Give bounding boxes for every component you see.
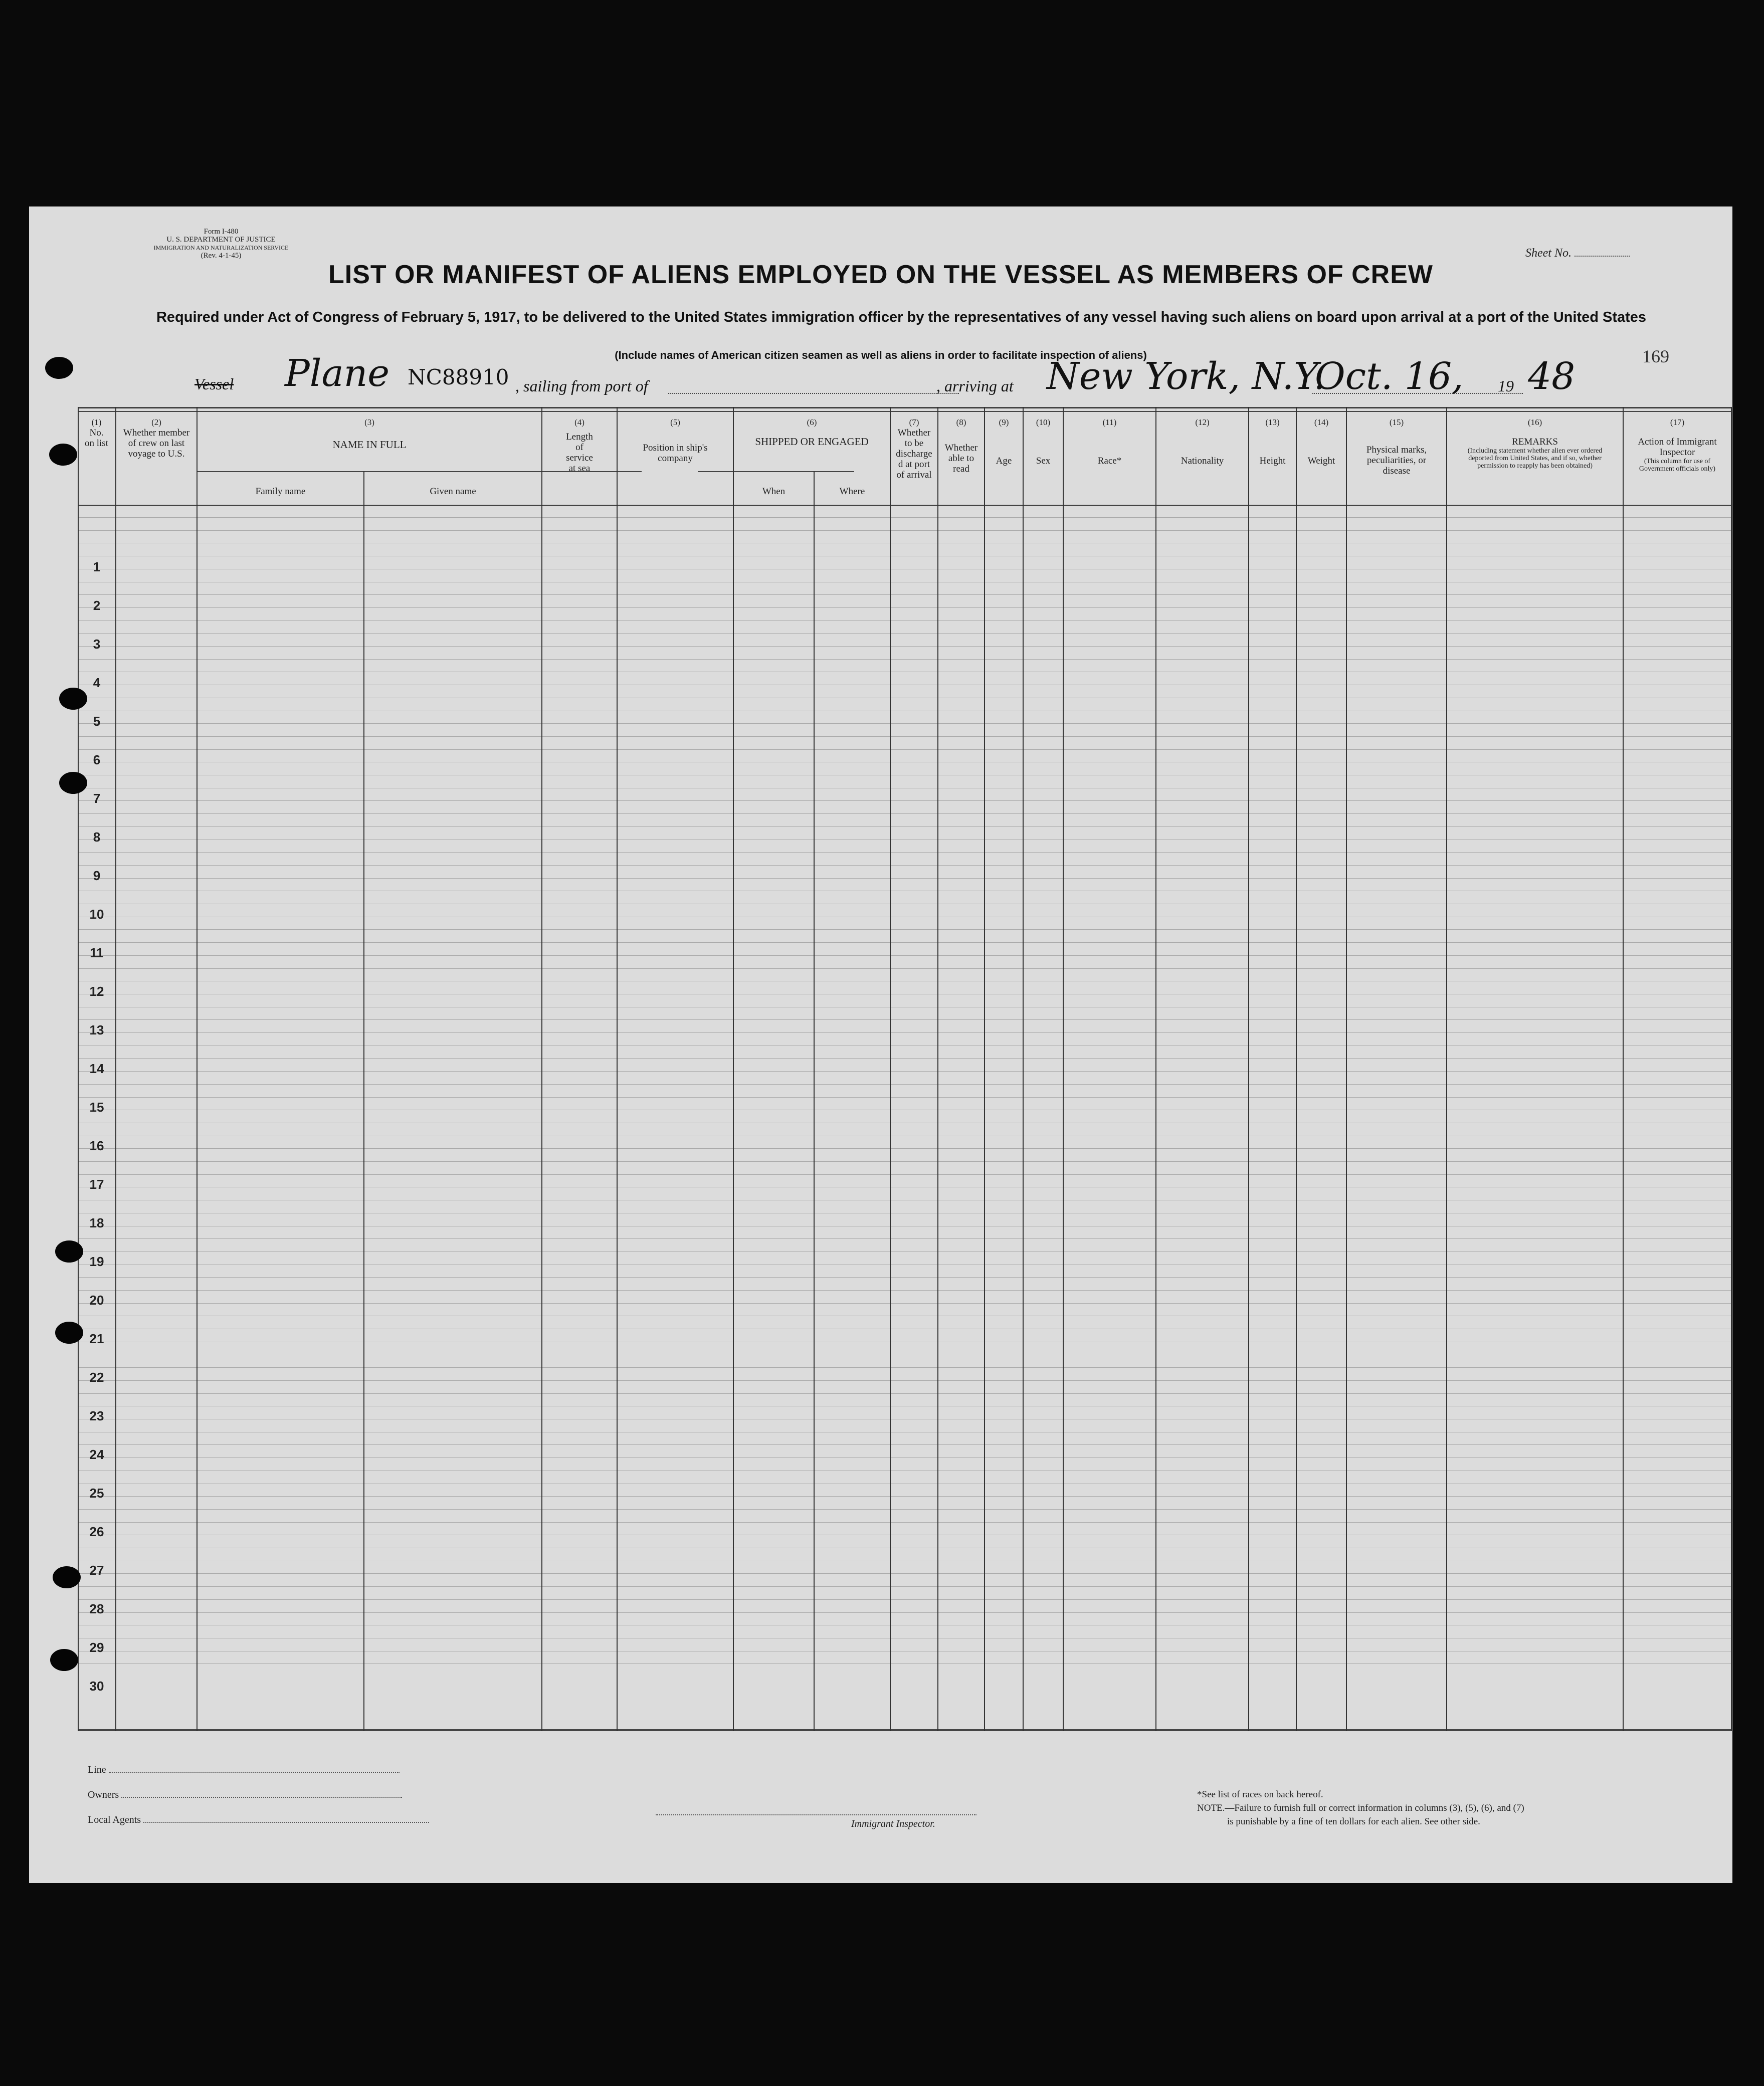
stamp-number: 169 — [1642, 346, 1669, 366]
row-rule — [78, 1367, 1732, 1368]
col-border-15 — [1446, 407, 1447, 1731]
row-rule — [78, 1612, 1732, 1613]
header-col-11-label: Race* — [1097, 456, 1122, 466]
row-number: 29 — [89, 1640, 104, 1655]
header-given-name: Given name — [430, 486, 476, 497]
penalty-note: NOTE.—Failure to furnish full or correct information in columns (3), (5), (6), and (7) — [1197, 1803, 1524, 1813]
footer-owners-label: Owners — [88, 1789, 119, 1800]
header-col-13-num: (13) — [1265, 418, 1280, 427]
header-col-14-num: (14) — [1314, 418, 1329, 427]
row-rule — [78, 1444, 1732, 1445]
punch-hole — [53, 1566, 81, 1588]
header-bottom-rule — [78, 505, 1732, 506]
header-col-6-num: (6) — [807, 418, 817, 427]
row-rule — [78, 620, 1732, 621]
row-rule — [78, 1084, 1732, 1085]
punch-hole — [59, 688, 87, 710]
row-rule — [78, 929, 1732, 930]
arriving-port-handwritten: New York, N.Y. — [1047, 355, 1326, 398]
header-col-1-num: (1) — [91, 418, 102, 427]
footer-line-label: Line — [88, 1764, 106, 1775]
header-col-17 — [1624, 417, 1731, 473]
registration-handwritten: NC88910 — [408, 365, 509, 389]
col-border-2 — [197, 407, 198, 1731]
row-rule — [78, 1251, 1732, 1252]
header-col-15 — [1347, 417, 1446, 476]
row-rule — [78, 1174, 1732, 1175]
row-number: 5 — [93, 714, 101, 729]
row-number: 30 — [89, 1679, 104, 1694]
row-rule — [78, 1663, 1732, 1664]
crew-table — [78, 407, 1732, 1731]
header-col-13-label: Height — [1259, 456, 1286, 466]
row-rule — [78, 607, 1732, 608]
punch-hole — [59, 772, 87, 794]
row-rule — [78, 1380, 1732, 1381]
header-col-10-label: Sex — [1036, 456, 1051, 466]
footer-agents — [88, 1814, 429, 1826]
col-border-right — [1731, 407, 1732, 1731]
inspector-label: Immigrant Inspector. — [851, 1818, 935, 1829]
punch-hole — [50, 1649, 78, 1671]
header-col-1 — [78, 417, 115, 449]
col-border-name-split — [363, 471, 364, 1731]
row-number: 13 — [89, 1022, 104, 1037]
sheet-number — [1525, 247, 1630, 260]
row-rule — [78, 633, 1732, 634]
form-identifier — [123, 228, 319, 260]
row-number: 9 — [93, 868, 101, 883]
punch-hole — [55, 1322, 83, 1344]
row-number: 23 — [89, 1408, 104, 1423]
footer-notes — [1197, 1788, 1524, 1828]
year-prefix: 19 — [1498, 377, 1514, 395]
date-handwritten: Oct. 16, — [1315, 355, 1464, 398]
vessel-label: Vessel — [194, 375, 234, 393]
service-name: IMMIGRATION AND NATURALIZATION SERVICE — [153, 244, 289, 251]
header-shipped-where: Where — [839, 486, 865, 497]
row-number: 17 — [89, 1177, 104, 1192]
header-col-12-label: Nationality — [1181, 456, 1224, 466]
row-number: 4 — [93, 675, 101, 690]
date-field[interactable] — [1312, 393, 1523, 394]
header-col-14-label: Weight — [1307, 456, 1335, 466]
department-name: U. S. DEPARTMENT OF JUSTICE — [166, 236, 276, 244]
row-number: 12 — [89, 984, 104, 999]
row-rule — [78, 1496, 1732, 1497]
row-number: 28 — [89, 1601, 104, 1616]
header-col-14 — [1297, 417, 1346, 466]
shipped-subheader-rule — [698, 471, 854, 472]
row-rule — [78, 878, 1732, 879]
header-col-3-num: (3) — [364, 418, 374, 427]
header-col-2-label: Whether member of crew on last voyage to U.S. — [123, 428, 190, 459]
punch-hole — [45, 357, 73, 379]
col-border-shipped-split — [814, 471, 815, 1731]
footer-line-field[interactable] — [109, 1772, 400, 1773]
row-rule — [78, 865, 1732, 866]
header-col-16-label: REMARKS — [1512, 437, 1558, 447]
row-rule — [78, 530, 1732, 531]
header-family-name: Family name — [255, 486, 306, 497]
row-number: 2 — [93, 598, 101, 613]
col-border-3 — [541, 407, 542, 1731]
header-col-1-label: No. on list — [85, 428, 108, 449]
header-col-4-num: (4) — [574, 418, 584, 427]
required-statement: Required under Act of Congress of February 5, 1917, to be delivered to the United States immigration officer by the representatives of any vessel having such aliens on board upon arrival at a port of the United States — [156, 309, 1647, 325]
row-rule — [78, 1238, 1732, 1239]
header-col-8-label: Whether able to read — [944, 443, 978, 474]
row-rule — [78, 646, 1732, 647]
header-col-4 — [542, 417, 617, 474]
row-rule — [78, 1393, 1732, 1394]
table-top-rule — [78, 407, 1732, 408]
col-border-10 — [1063, 407, 1064, 1731]
row-rule — [78, 1071, 1732, 1072]
footer-agents-field[interactable] — [143, 1822, 429, 1823]
row-rule — [78, 813, 1732, 814]
row-number: 16 — [89, 1138, 104, 1153]
sheet-number-field[interactable] — [1575, 256, 1630, 257]
form-number: Form I-480 — [204, 228, 239, 236]
header-col-7-label: Whether to be discharged at port of arrival — [896, 428, 932, 480]
header-col-10-num: (10) — [1036, 418, 1051, 427]
header-col-8 — [938, 417, 984, 474]
row-rule — [78, 1148, 1732, 1149]
row-rule — [78, 1573, 1732, 1574]
header-col-5-label: Position in ship's company — [643, 443, 708, 464]
punch-hole — [49, 444, 77, 466]
col-border-5 — [733, 407, 734, 1731]
col-border-left — [78, 407, 79, 1731]
row-number: 15 — [89, 1100, 104, 1115]
header-col-16 — [1447, 417, 1623, 470]
header-col-11 — [1064, 417, 1155, 466]
row-rule — [78, 594, 1732, 595]
penalty-note-cont: is punishable by a fine of ten dollars for each alien. See other side. — [1227, 1816, 1480, 1827]
row-number: 11 — [90, 945, 104, 960]
row-rule — [78, 1303, 1732, 1304]
page-title: LIST OR MANIFEST OF ALIENS EMPLOYED ON THE VESSEL AS MEMBERS OF CREW — [328, 260, 1433, 289]
race-note: *See list of races on back hereof. — [1197, 1789, 1323, 1800]
col-border-14 — [1346, 407, 1347, 1731]
header-shipped-when: When — [762, 486, 786, 497]
header-col-4-label: Length of service at sea — [566, 432, 593, 474]
header-col-3-label: NAME IN FULL — [332, 439, 407, 451]
col-border-8 — [984, 407, 985, 1731]
footer-owners — [88, 1789, 402, 1801]
inspector-signature-line[interactable] — [656, 1814, 976, 1815]
row-rule — [78, 1509, 1732, 1510]
row-rule — [78, 1277, 1732, 1278]
row-number: 18 — [89, 1215, 104, 1230]
row-rule — [78, 736, 1732, 737]
header-col-2-num: (2) — [151, 418, 161, 427]
header-col-2 — [116, 417, 197, 459]
row-rule — [78, 942, 1732, 943]
header-col-6 — [734, 417, 890, 447]
header-col-15-num: (15) — [1389, 418, 1404, 427]
row-rule — [78, 1019, 1732, 1020]
row-number: 20 — [89, 1293, 104, 1308]
header-col-12-num: (12) — [1195, 418, 1210, 427]
row-number: 26 — [89, 1524, 104, 1539]
row-number: 21 — [89, 1331, 104, 1346]
header-col-7 — [891, 417, 937, 480]
header-col-6-label: SHIPPED OR ENGAGED — [755, 436, 869, 448]
row-number: 10 — [89, 907, 104, 922]
col-border-4 — [617, 407, 618, 1731]
row-rule — [78, 955, 1732, 956]
col-border-13 — [1296, 407, 1297, 1731]
col-border-12 — [1248, 407, 1249, 1731]
header-col-3 — [198, 417, 541, 450]
footer-line — [88, 1764, 400, 1776]
row-rule — [78, 968, 1732, 969]
row-number: 27 — [89, 1563, 104, 1578]
row-number: 3 — [93, 637, 101, 652]
row-rule — [78, 723, 1732, 724]
row-rule — [78, 749, 1732, 750]
col-border-7 — [937, 407, 938, 1731]
row-rule — [78, 1058, 1732, 1059]
header-col-16-detail: (Including statement whether alien ever ordered deported from United States, and if so, whether permission to reapply has been obtained) — [1467, 447, 1603, 470]
row-number: 25 — [89, 1486, 104, 1501]
header-col-8-num: (8) — [956, 418, 966, 427]
header-col-5-num: (5) — [670, 418, 680, 427]
header-col-10 — [1024, 417, 1063, 466]
row-rule — [78, 1599, 1732, 1600]
row-number: 22 — [89, 1370, 104, 1385]
header-col-13 — [1249, 417, 1296, 466]
header-col-7-num: (7) — [909, 418, 919, 427]
row-number: 6 — [93, 752, 101, 767]
manifest-sheet — [29, 206, 1732, 1883]
header-col-17-label: Action of Immigrant Inspector — [1638, 437, 1717, 458]
row-number: 24 — [89, 1447, 104, 1462]
row-rule — [78, 826, 1732, 827]
row-number: 7 — [93, 791, 101, 806]
row-rule — [78, 1290, 1732, 1291]
header-col-11-num: (11) — [1102, 418, 1117, 427]
row-rule — [78, 1161, 1732, 1162]
row-number: 8 — [93, 829, 101, 845]
row-rule — [78, 1522, 1732, 1523]
row-rule — [78, 1457, 1732, 1458]
header-col-9-num: (9) — [999, 418, 1009, 427]
header-col-15-label: Physical marks, peculiarities, or disease — [1366, 445, 1427, 476]
header-col-9-label: Age — [996, 456, 1012, 466]
punch-hole — [55, 1240, 83, 1263]
year-handwritten: 48 — [1528, 355, 1576, 398]
table-bottom-rule — [78, 1729, 1732, 1731]
header-col-9 — [985, 417, 1023, 466]
footer-agents-label: Local Agents — [88, 1814, 141, 1825]
sheet-number-label: Sheet No. — [1525, 247, 1572, 260]
col-border-1 — [115, 407, 116, 1731]
arriving-label: , arriving at — [936, 377, 1014, 395]
row-rule — [78, 517, 1732, 518]
header-col-12 — [1156, 417, 1248, 466]
row-rule — [78, 800, 1732, 801]
row-number: 19 — [89, 1254, 104, 1269]
row-number: 1 — [93, 559, 101, 574]
vessel-name-handwritten: Plane — [285, 352, 390, 395]
header-col-17-detail: (This column for use of Government officials only) — [1639, 458, 1716, 473]
form-revision: (Rev. 4-1-45) — [201, 252, 242, 260]
row-number: 14 — [89, 1061, 104, 1076]
col-border-11 — [1155, 407, 1156, 1731]
col-border-16 — [1623, 407, 1624, 1731]
sailing-label: , sailing from port of — [515, 377, 648, 395]
row-rule — [78, 1586, 1732, 1587]
footer-owners-field[interactable] — [121, 1797, 402, 1798]
row-rule — [78, 852, 1732, 853]
row-rule — [78, 1097, 1732, 1098]
header-col-5 — [618, 417, 733, 464]
col-border-6 — [890, 407, 891, 1731]
header-col-16-num: (16) — [1527, 418, 1542, 427]
row-rule — [78, 1032, 1732, 1033]
row-rule — [78, 659, 1732, 660]
header-col-17-num: (17) — [1670, 418, 1685, 427]
table-top-rule-2 — [78, 411, 1732, 412]
col-border-9 — [1023, 407, 1024, 1731]
include-note: (Include names of American citizen seamen as well as aliens in order to facilitate inspection of aliens) — [615, 349, 1147, 361]
sailing-port-field[interactable] — [668, 393, 959, 394]
